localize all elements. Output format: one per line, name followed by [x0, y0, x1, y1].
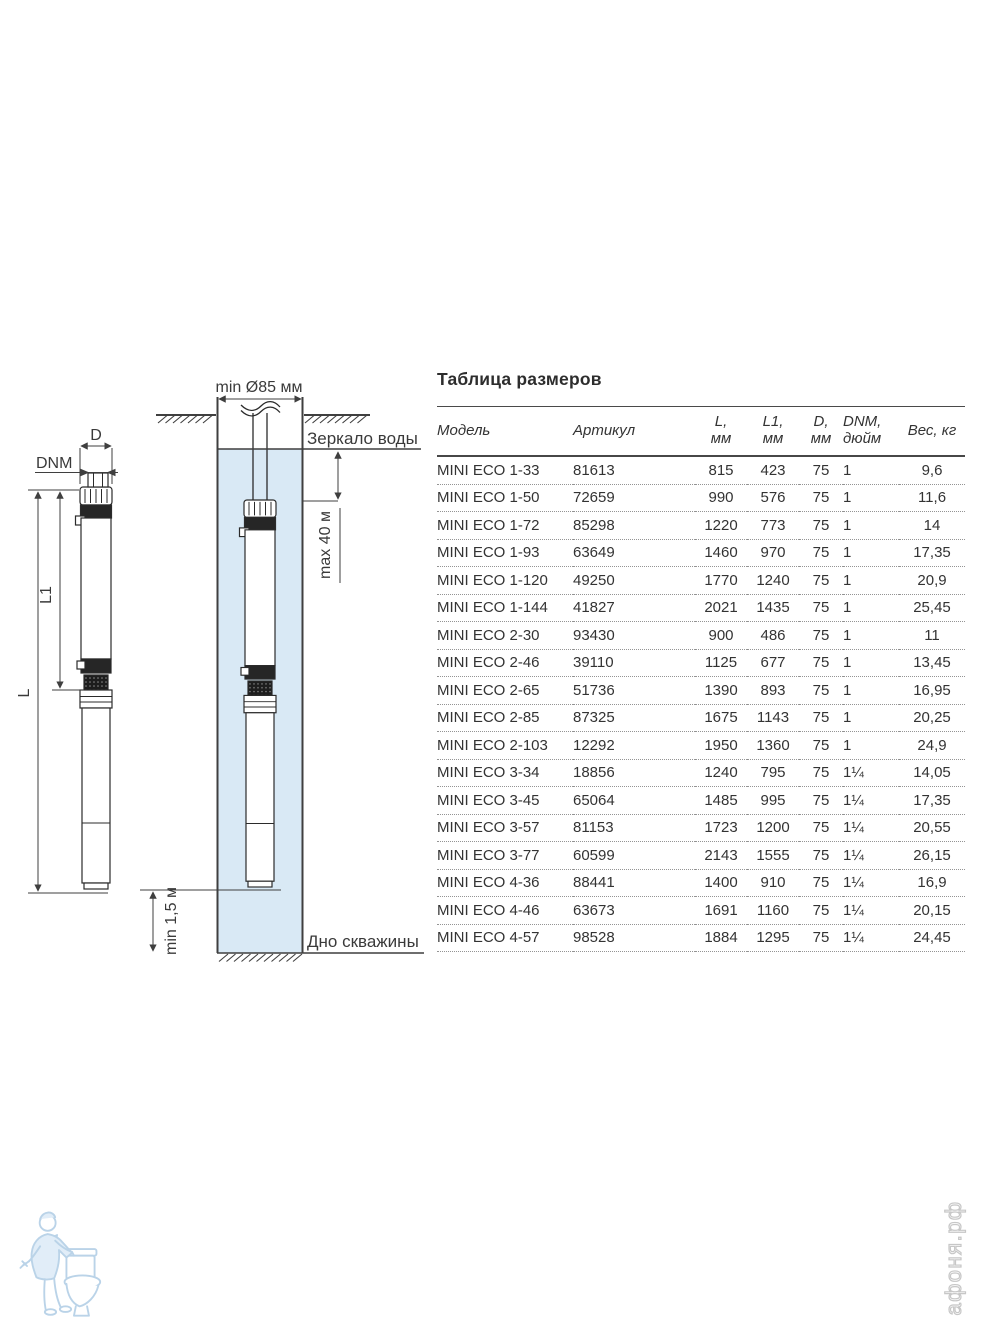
- table-row: [437, 484, 965, 512]
- water-surface-label: Зеркало воды: [307, 429, 418, 448]
- l1-cell: 795: [747, 759, 799, 787]
- article-cell: 63673: [573, 897, 695, 925]
- table-row: [437, 456, 965, 484]
- dnm-cell: 1: [843, 539, 899, 567]
- well-bottom-label: Дно скважины: [307, 932, 419, 951]
- pump-side-view: [76, 487, 113, 889]
- table-row: [437, 869, 965, 897]
- min-clearance-label: min 1,5 м: [163, 887, 180, 955]
- article-cell: 12292: [573, 732, 695, 760]
- table-row: [437, 897, 965, 925]
- weight-cell: 9,6: [899, 456, 965, 484]
- l1-cell: 1555: [747, 842, 799, 870]
- article-cell: 18856: [573, 759, 695, 787]
- d-cell: 75: [799, 732, 843, 760]
- weight-cell: 17,35: [899, 539, 965, 567]
- weight-cell: 13,45: [899, 649, 965, 677]
- table-row: [437, 732, 965, 760]
- dim-l1-label: L1: [38, 586, 55, 604]
- l1-cell: 576: [747, 484, 799, 512]
- article-cell: 39110: [573, 649, 695, 677]
- model-cell: MINI ECO 3-34: [437, 759, 573, 787]
- dnm-cell: 1¼: [843, 814, 899, 842]
- pump-dimension-drawing: [16, 427, 118, 893]
- table-row: [437, 567, 965, 595]
- l-cell: 2021: [695, 594, 747, 622]
- dimensions-table-section: [437, 369, 965, 952]
- table-title: Таблица размеров: [437, 369, 602, 389]
- d-cell: 75: [799, 869, 843, 897]
- article-cell: 60599: [573, 842, 695, 870]
- well-bottom: [217, 953, 424, 962]
- l1-cell: 486: [747, 622, 799, 650]
- table-row: [437, 787, 965, 815]
- table-row: [437, 539, 965, 567]
- table-row: [437, 842, 965, 870]
- l-cell: 2143: [695, 842, 747, 870]
- table-row: [437, 622, 965, 650]
- l1-cell: 910: [747, 869, 799, 897]
- model-cell: MINI ECO 3-45: [437, 787, 573, 815]
- column-header-6: Вес, кг: [899, 407, 965, 457]
- dnm-cell: 1: [843, 732, 899, 760]
- plumber-with-toilet-icon: [12, 1203, 134, 1329]
- weight-cell: 24,45: [899, 924, 965, 952]
- d-cell: 75: [799, 484, 843, 512]
- weight-cell: 24,9: [899, 732, 965, 760]
- pump-installation-diagram: [0, 355, 445, 985]
- dnm-cell: 1¼: [843, 787, 899, 815]
- table-row: [437, 814, 965, 842]
- l1-cell: 1295: [747, 924, 799, 952]
- l-cell: 1485: [695, 787, 747, 815]
- dimensions-table-head-row: [437, 407, 965, 457]
- weight-cell: 20,9: [899, 567, 965, 595]
- d-cell: 75: [799, 897, 843, 925]
- weight-cell: 14: [899, 512, 965, 540]
- model-cell: MINI ECO 2-103: [437, 732, 573, 760]
- table-row: [437, 512, 965, 540]
- d-cell: 75: [799, 456, 843, 484]
- model-cell: MINI ECO 4-36: [437, 869, 573, 897]
- ground-hatching: [156, 415, 370, 423]
- l-cell: 1675: [695, 704, 747, 732]
- l-cell: 1950: [695, 732, 747, 760]
- dnm-cell: 1¼: [843, 897, 899, 925]
- weight-cell: 25,45: [899, 594, 965, 622]
- column-header-3: L1, мм: [747, 407, 799, 457]
- dnm-cell: 1: [843, 704, 899, 732]
- model-cell: MINI ECO 2-46: [437, 649, 573, 677]
- dnm-cell: 1: [843, 512, 899, 540]
- l-cell: 990: [695, 484, 747, 512]
- weight-cell: 16,95: [899, 677, 965, 705]
- model-cell: MINI ECO 4-46: [437, 897, 573, 925]
- table-row: [437, 594, 965, 622]
- l1-cell: 1240: [747, 567, 799, 595]
- model-cell: MINI ECO 1-33: [437, 456, 573, 484]
- l1-cell: 423: [747, 456, 799, 484]
- article-cell: 85298: [573, 512, 695, 540]
- article-cell: 72659: [573, 484, 695, 512]
- pump-outlet-nipple: [88, 473, 108, 487]
- dnm-cell: 1¼: [843, 759, 899, 787]
- d-cell: 75: [799, 539, 843, 567]
- table-body: [437, 456, 965, 952]
- d-cell: 75: [799, 649, 843, 677]
- model-cell: MINI ECO 2-30: [437, 622, 573, 650]
- article-cell: 81153: [573, 814, 695, 842]
- weight-cell: 20,25: [899, 704, 965, 732]
- dnm-cell: 1¼: [843, 869, 899, 897]
- table-row: [437, 924, 965, 952]
- dim-d-label: D: [90, 427, 102, 444]
- dnm-cell: 1: [843, 622, 899, 650]
- table-row: [437, 677, 965, 705]
- l1-cell: 970: [747, 539, 799, 567]
- article-cell: 49250: [573, 567, 695, 595]
- l1-cell: 1200: [747, 814, 799, 842]
- article-cell: 98528: [573, 924, 695, 952]
- dnm-cell: 1¼: [843, 842, 899, 870]
- column-header-4: D, мм: [799, 407, 843, 457]
- dim-l-label: L: [16, 688, 33, 698]
- l-cell: 1691: [695, 897, 747, 925]
- l-cell: 1240: [695, 759, 747, 787]
- dnm-cell: 1¼: [843, 924, 899, 952]
- weight-cell: 16,9: [899, 869, 965, 897]
- l1-cell: 893: [747, 677, 799, 705]
- table-row: [437, 649, 965, 677]
- column-header-0: Модель: [437, 407, 573, 457]
- d-cell: 75: [799, 512, 843, 540]
- well-installation: [140, 379, 424, 962]
- min-diameter-label: min Ø85 мм: [215, 379, 303, 396]
- weight-cell: 11: [899, 622, 965, 650]
- l-cell: 815: [695, 456, 747, 484]
- article-cell: 87325: [573, 704, 695, 732]
- dnm-cell: 1: [843, 594, 899, 622]
- model-cell: MINI ECO 2-85: [437, 704, 573, 732]
- l-cell: 1390: [695, 677, 747, 705]
- table-head: [437, 407, 965, 457]
- article-cell: 41827: [573, 594, 695, 622]
- model-cell: MINI ECO 1-50: [437, 484, 573, 512]
- model-cell: MINI ECO 1-120: [437, 567, 573, 595]
- d-cell: 75: [799, 594, 843, 622]
- l-cell: 1125: [695, 649, 747, 677]
- weight-cell: 26,15: [899, 842, 965, 870]
- model-cell: MINI ECO 3-57: [437, 814, 573, 842]
- column-header-2: L, мм: [695, 407, 747, 457]
- dimensions-table: [437, 406, 965, 952]
- table-row: [437, 759, 965, 787]
- model-cell: MINI ECO 3-77: [437, 842, 573, 870]
- l-cell: 900: [695, 622, 747, 650]
- l-cell: 1220: [695, 512, 747, 540]
- weight-cell: 14,05: [899, 759, 965, 787]
- l-cell: 1460: [695, 539, 747, 567]
- dnm-cell: 1: [843, 677, 899, 705]
- l1-cell: 1360: [747, 732, 799, 760]
- max-immersion-label: max 40 м: [317, 511, 334, 579]
- d-cell: 75: [799, 622, 843, 650]
- l-cell: 1723: [695, 814, 747, 842]
- model-cell: MINI ECO 1-72: [437, 512, 573, 540]
- article-cell: 81613: [573, 456, 695, 484]
- dnm-cell: 1: [843, 484, 899, 512]
- weight-cell: 20,15: [899, 897, 965, 925]
- d-cell: 75: [799, 704, 843, 732]
- model-cell: MINI ECO 1-93: [437, 539, 573, 567]
- article-cell: 63649: [573, 539, 695, 567]
- l1-cell: 1143: [747, 704, 799, 732]
- l1-cell: 677: [747, 649, 799, 677]
- l1-cell: 1435: [747, 594, 799, 622]
- d-cell: 75: [799, 814, 843, 842]
- model-cell: MINI ECO 1-144: [437, 594, 573, 622]
- site-watermark: афоня.рф: [941, 1200, 966, 1316]
- l-cell: 1884: [695, 924, 747, 952]
- dnm-cell: 1: [843, 567, 899, 595]
- column-header-5: DNM, дюйм: [843, 407, 899, 457]
- article-cell: 65064: [573, 787, 695, 815]
- weight-cell: 20,55: [899, 814, 965, 842]
- d-cell: 75: [799, 787, 843, 815]
- d-cell: 75: [799, 759, 843, 787]
- l1-cell: 1160: [747, 897, 799, 925]
- article-cell: 93430: [573, 622, 695, 650]
- weight-cell: 17,35: [899, 787, 965, 815]
- l1-cell: 773: [747, 512, 799, 540]
- weight-cell: 11,6: [899, 484, 965, 512]
- d-cell: 75: [799, 924, 843, 952]
- dnm-cell: 1: [843, 456, 899, 484]
- l-cell: 1400: [695, 869, 747, 897]
- model-cell: MINI ECO 2-65: [437, 677, 573, 705]
- dnm-cell: 1: [843, 649, 899, 677]
- article-cell: 51736: [573, 677, 695, 705]
- l-cell: 1770: [695, 567, 747, 595]
- column-header-1: Артикул: [573, 407, 695, 457]
- table-row: [437, 704, 965, 732]
- d-cell: 75: [799, 567, 843, 595]
- article-cell: 88441: [573, 869, 695, 897]
- l1-cell: 995: [747, 787, 799, 815]
- d-cell: 75: [799, 677, 843, 705]
- dim-dnm-label: DNM: [36, 455, 73, 472]
- d-cell: 75: [799, 842, 843, 870]
- model-cell: MINI ECO 4-57: [437, 924, 573, 952]
